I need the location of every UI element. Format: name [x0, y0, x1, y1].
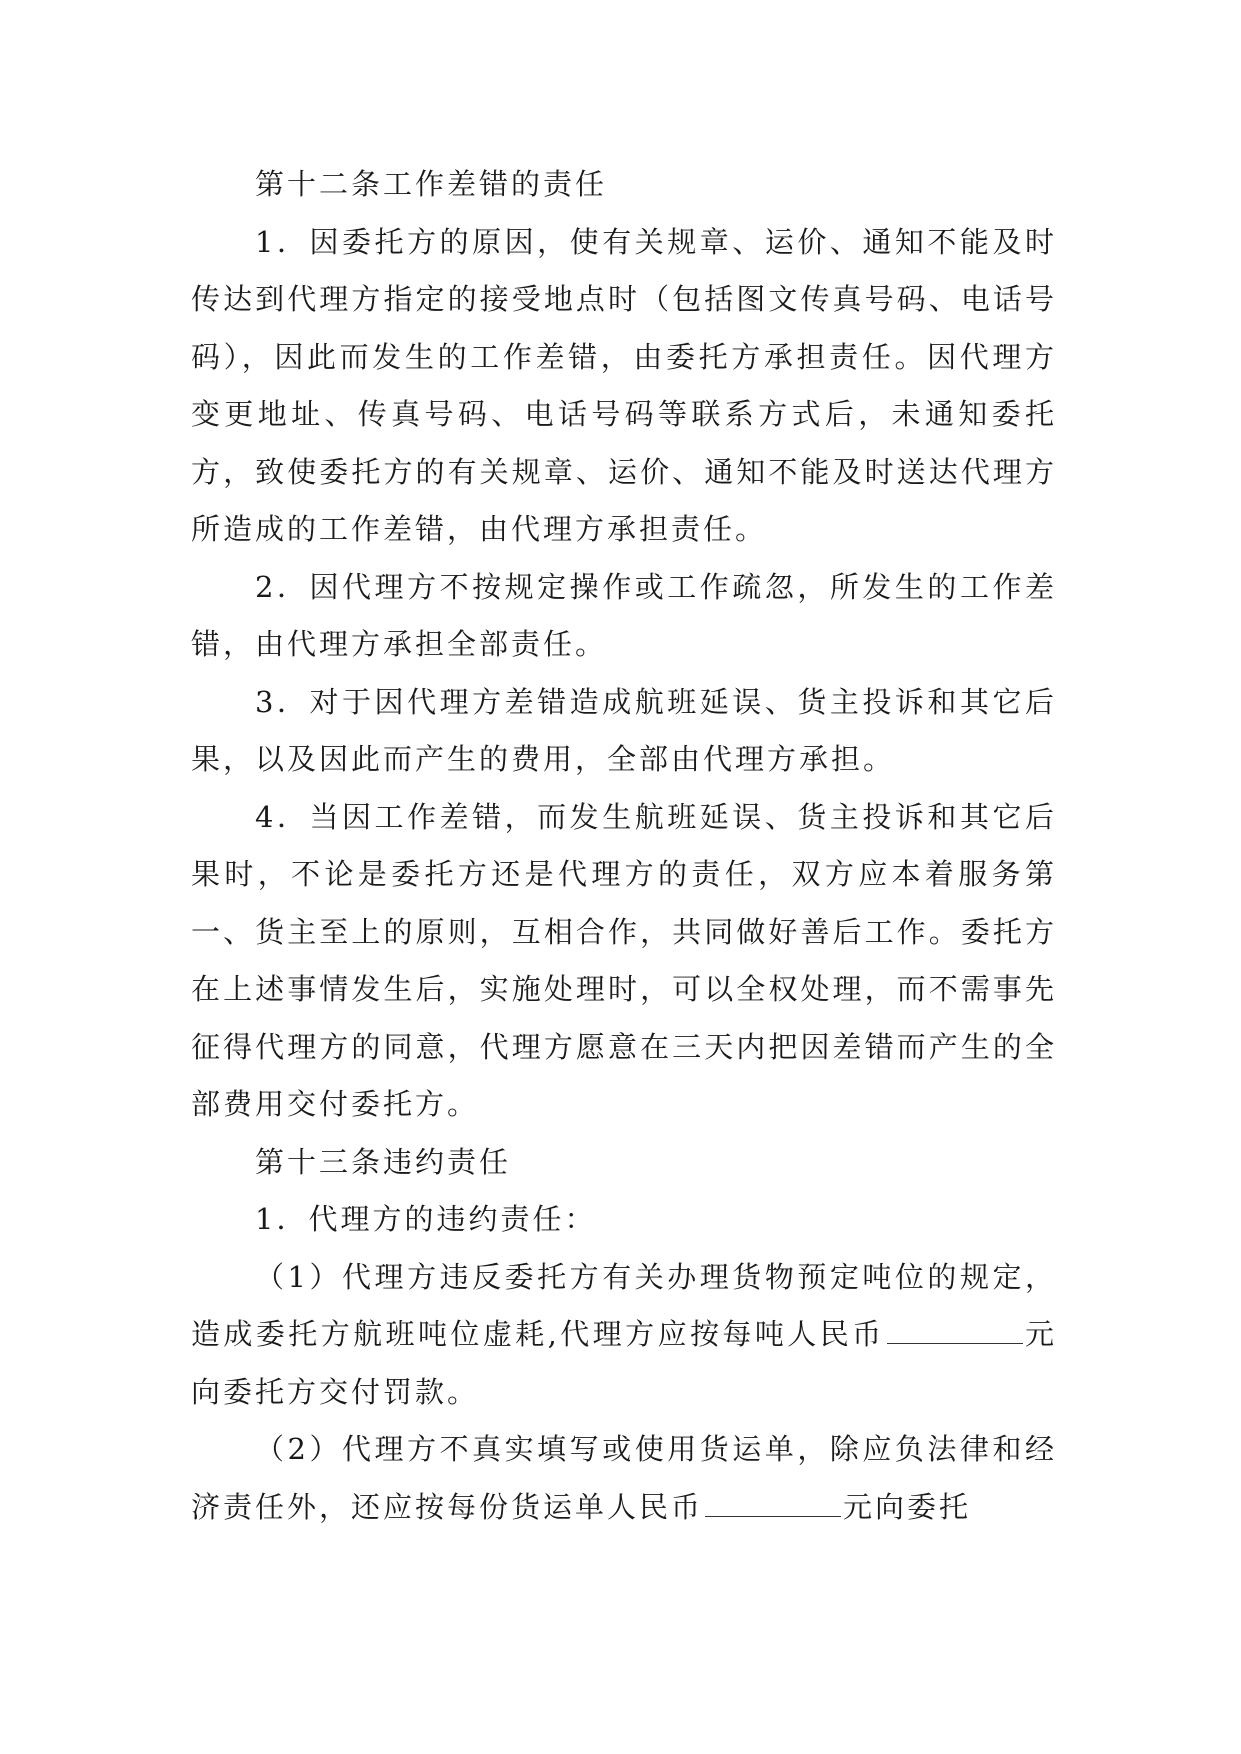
article-13-item-2-text-a: （2）代理方不真实填写或使用货运单，除应负法律和经济责任外，还应按每份货运单人民币: [191, 1432, 1057, 1524]
article-13-item-1-text-a: （1）代理方违反委托方有关办理货物预定吨位的规定，造成委托方航班吨位虚耗,代理方应按每吨人民币: [191, 1259, 1057, 1351]
article-13-item-2-text-b: 元向委托: [843, 1489, 972, 1524]
article-13-item-2: [191, 1421, 1057, 1536]
article-12-clause-1: 1．因委托方的原因，使有关规章、运价、通知不能及时传达到代理方指定的接受地点时（包括图文传真号码、电话号码），因此而发生的工作差错，由委托方承担责任。因代理方变更地址、传真号码、电话号码等联系方式后，未通知委托方，致使委托方的有关规章、运价、通知不能及时送达代理方所造成的工作差错，由代理方承担责任。: [191, 224, 1057, 546]
article-13-item-1-text-b: 元向委托方交付罚款。: [191, 1317, 1057, 1409]
article-12-clause-3: 3．对于因代理方差错造成航班延误、货主投诉和其它后果，以及因此而产生的费用，全部由代理方承担。: [191, 684, 1057, 776]
fill-in-blank: [887, 1319, 1023, 1344]
article-12-clause-2: 2．因代理方不按规定操作或工作疏忽，所发生的工作差错，由代理方承担全部责任。: [191, 569, 1057, 661]
article-13-heading: 第十三条违约责任: [255, 1144, 512, 1179]
document-body: [191, 156, 1057, 1536]
article-13-item-1: [191, 1249, 1057, 1422]
article-12-clause-4: 4．当因工作差错，而发生航班延误、货主投诉和其它后果时，不论是委托方还是代理方的责任，双方应本着服务第一、货主至上的原则，互相合作，共同做好善后工作。委托方在上述事情发生后，实施处理时，可以全权处理，而不需事先征得代理方的同意，代理方愿意在三天内把因差错而产生的全部费用交付委托方。: [191, 799, 1057, 1121]
article-12-heading: 第十二条工作差错的责任: [255, 167, 608, 201]
article-13-clause-1: 1．代理方的违约责任：: [255, 1202, 597, 1236]
fill-in-blank: [705, 1492, 841, 1517]
